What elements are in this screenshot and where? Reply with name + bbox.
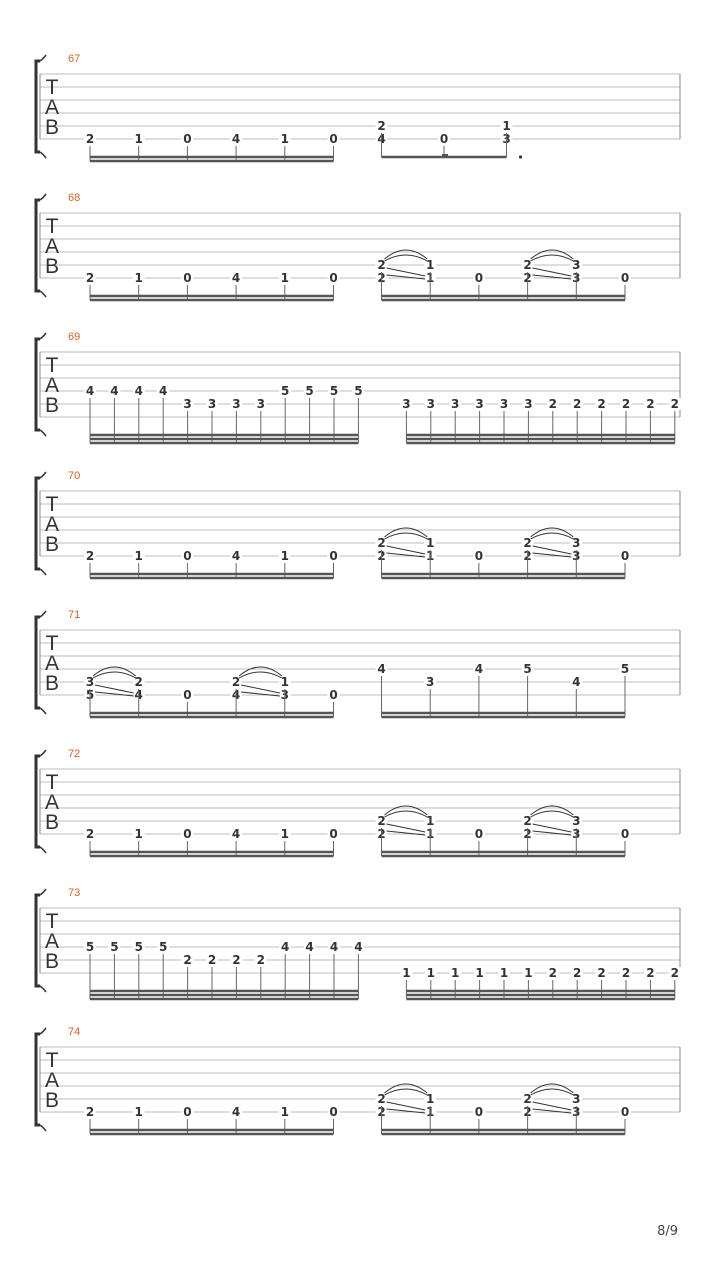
fret-number: 3: [502, 132, 511, 146]
system-bracket: [36, 339, 40, 430]
tab-clef-letter: A: [44, 1069, 60, 1092]
tab-clef-letter: T: [45, 215, 59, 238]
tab-clef-letter: A: [44, 513, 60, 536]
tab-system: [36, 1026, 680, 1134]
slur-inner: [531, 811, 574, 817]
fret-number: 0: [474, 271, 484, 285]
fret-number: 0: [439, 132, 449, 146]
fret-number: 4: [231, 132, 241, 146]
fret-number: 2: [377, 827, 386, 841]
measure-number: 73: [68, 887, 81, 899]
bracket-hook: [40, 472, 46, 478]
fret-number: 1: [134, 549, 143, 563]
bracket-hook: [40, 750, 46, 756]
slur-inner: [239, 672, 282, 678]
slur-inner: [531, 533, 574, 539]
fret-number: 3: [85, 675, 95, 689]
fret-number: 5: [523, 662, 532, 676]
tab-clef-letter: T: [45, 910, 59, 933]
fret-number: 2: [377, 536, 386, 550]
tab-clef-letter: B: [44, 950, 60, 973]
system-bracket: [36, 617, 40, 708]
fret-number: 2: [377, 258, 386, 272]
fret-number: 5: [305, 384, 314, 398]
tab-clef-letter: B: [44, 116, 60, 139]
fret-number: 1: [426, 258, 435, 272]
fret-number: 1: [426, 1105, 435, 1119]
bracket-hook: [40, 889, 46, 895]
tab-clef-letter: A: [44, 374, 60, 397]
fret-number: 0: [474, 549, 484, 563]
fret-number: 3: [232, 397, 241, 411]
fret-number: 5: [159, 940, 168, 954]
measure-number: 74: [68, 1026, 81, 1038]
fret-number: 4: [231, 1105, 241, 1119]
system-bracket: [36, 756, 40, 847]
fret-number: 2: [523, 258, 532, 272]
slide-line: [533, 546, 572, 554]
slide-line: [533, 268, 572, 276]
fret-number: 2: [85, 827, 95, 841]
fret-number: 3: [256, 397, 265, 411]
tab-clef-letter: B: [44, 672, 60, 695]
tab-clef-letter: T: [45, 632, 59, 655]
system-bracket: [36, 61, 40, 152]
fret-number: 2: [523, 1092, 532, 1106]
fret-number: 3: [572, 549, 581, 563]
fret-number: 2: [85, 271, 95, 285]
fret-number: 1: [134, 827, 143, 841]
tab-clef-letter: A: [44, 96, 60, 119]
system-bracket: [36, 895, 40, 986]
fret-number: 5: [110, 940, 119, 954]
bracket-hook: [40, 194, 46, 200]
fret-number: 2: [670, 966, 679, 980]
fret-number: 2: [670, 397, 679, 411]
fret-number: 5: [134, 940, 143, 954]
fret-number: 3: [572, 827, 581, 841]
fret-number: 2: [85, 1105, 95, 1119]
fret-number: 4: [231, 688, 241, 702]
measure-number: 72: [68, 748, 81, 760]
slide-line: [95, 685, 134, 693]
fret-number: 4: [231, 271, 241, 285]
tab-system: [36, 887, 681, 999]
fret-number: 3: [499, 397, 509, 411]
tab-clef-letter: T: [45, 493, 59, 516]
measure-number: 68: [68, 192, 81, 204]
slide-line: [387, 824, 426, 832]
fret-number: 1: [426, 536, 435, 550]
fret-number: 2: [523, 1105, 532, 1119]
fret-number: 4: [134, 384, 143, 398]
fret-number: 3: [475, 397, 484, 411]
fret-number: 2: [85, 132, 95, 146]
fret-number: 3: [426, 397, 435, 411]
duration-dot: [519, 155, 522, 158]
fret-number: 4: [377, 662, 386, 676]
fret-number: 2: [134, 675, 143, 689]
fret-number: 0: [329, 549, 338, 563]
fret-number: 2: [523, 536, 532, 550]
tab-clef-letter: B: [44, 533, 60, 556]
fret-number: 1: [280, 271, 289, 285]
fret-number: 2: [523, 814, 532, 828]
slide-line: [387, 268, 426, 276]
tab-system: [36, 748, 680, 856]
bracket-hook: [40, 333, 46, 339]
fret-number: 4: [281, 940, 290, 954]
fret-number: 2: [377, 1092, 386, 1106]
fret-number: 0: [620, 271, 630, 285]
fret-number: 2: [232, 953, 241, 967]
fret-number: 0: [329, 688, 338, 702]
fret-number: 1: [426, 827, 435, 841]
fret-number: 1: [280, 827, 289, 841]
slide-line: [387, 546, 426, 554]
fret-number: 2: [621, 397, 631, 411]
fret-number: 1: [475, 966, 484, 980]
slur-inner: [531, 1089, 574, 1095]
slur-inner: [385, 533, 428, 539]
fret-number: 4: [231, 827, 241, 841]
fret-number: 3: [572, 1092, 581, 1106]
fret-number: 1: [524, 966, 533, 980]
measure-number: 70: [68, 470, 81, 482]
fret-number: 4: [329, 940, 339, 954]
tab-system: [36, 609, 680, 717]
fret-number: 1: [426, 271, 435, 285]
fret-number: 5: [620, 662, 630, 676]
tab-clef-letter: A: [44, 930, 60, 953]
fret-number: 2: [377, 1105, 386, 1119]
tab-system: [36, 470, 680, 578]
tab-clef-letter: A: [44, 235, 60, 258]
fret-number: 4: [377, 132, 386, 146]
fret-number: 3: [572, 258, 581, 272]
fret-number: 0: [329, 132, 338, 146]
system-bracket: [36, 200, 40, 291]
fret-number: 3: [524, 397, 533, 411]
fret-number: 2: [377, 549, 386, 563]
fret-number: 3: [280, 688, 289, 702]
fret-number: 3: [183, 397, 192, 411]
fret-number: 0: [183, 827, 192, 841]
fret-number: 2: [377, 271, 386, 285]
fret-number: 2: [183, 953, 192, 967]
bracket-hook: [40, 986, 46, 992]
fret-number: 1: [502, 119, 511, 133]
fret-number: 4: [85, 384, 95, 398]
fret-number: 1: [426, 966, 435, 980]
fret-number: 2: [573, 397, 582, 411]
system-bracket: [36, 1034, 40, 1125]
slur-inner: [385, 811, 428, 817]
bracket-hook: [40, 569, 46, 575]
fret-number: 3: [572, 814, 581, 828]
fret-number: 1: [134, 132, 143, 146]
fret-number: 0: [183, 1105, 192, 1119]
fret-number: 4: [354, 940, 363, 954]
fret-number: 2: [523, 549, 532, 563]
fret-number: 2: [523, 827, 532, 841]
fret-number: 0: [329, 1105, 338, 1119]
fret-number: 4: [572, 675, 581, 689]
fret-number: 1: [134, 1105, 143, 1119]
fret-number: 0: [183, 271, 192, 285]
fret-number: 2: [548, 966, 557, 980]
fret-number: 1: [280, 675, 289, 689]
fret-number: 1: [280, 132, 289, 146]
bracket-hook: [40, 847, 46, 853]
fret-number: 5: [354, 384, 363, 398]
tab-clef-letter: B: [44, 255, 60, 278]
fret-number: 2: [231, 675, 241, 689]
fret-number: 2: [548, 397, 557, 411]
fret-number: 2: [377, 119, 386, 133]
fret-number: 2: [523, 271, 532, 285]
fret-number: 3: [402, 397, 411, 411]
fret-number: 0: [183, 549, 192, 563]
tab-clef-letter: T: [45, 771, 59, 794]
fret-number: 2: [377, 814, 386, 828]
tab-clef-letter: B: [44, 811, 60, 834]
fret-number: 3: [426, 675, 435, 689]
slide-line: [241, 685, 280, 693]
bracket-hook: [40, 708, 46, 714]
slide-line: [533, 1102, 572, 1110]
fret-number: 2: [646, 397, 655, 411]
page-number: 8/9: [657, 1224, 678, 1239]
fret-number: 5: [329, 384, 339, 398]
bracket-hook: [40, 152, 46, 158]
tab-clef-letter: A: [44, 791, 60, 814]
fret-number: 3: [572, 1105, 581, 1119]
fret-number: 0: [620, 549, 630, 563]
bracket-hook: [40, 611, 46, 617]
tab-system: [36, 53, 680, 161]
fret-number: 1: [280, 549, 289, 563]
fret-number: 4: [474, 662, 484, 676]
fret-number: 2: [646, 966, 655, 980]
fret-number: 0: [620, 1105, 630, 1119]
fret-number: 2: [597, 397, 606, 411]
fret-number: 0: [474, 1105, 484, 1119]
fret-number: 1: [280, 1105, 289, 1119]
slur-inner: [385, 255, 428, 261]
tab-clef-letter: T: [45, 76, 59, 99]
fret-number: 0: [183, 688, 192, 702]
fret-number: 0: [183, 132, 192, 146]
measure-number: 69: [68, 331, 81, 343]
fret-number: 0: [474, 827, 484, 841]
fret-number: 2: [573, 966, 582, 980]
fret-number: 2: [85, 549, 95, 563]
fret-number: 4: [231, 549, 241, 563]
tab-clef-letter: B: [44, 394, 60, 417]
fret-number: 4: [134, 688, 143, 702]
slide-line: [387, 1102, 426, 1110]
bracket-hook: [40, 1028, 46, 1034]
tab-system: [36, 331, 681, 443]
fret-number: 0: [329, 271, 338, 285]
tab-systems: [36, 53, 681, 1134]
slide-line: [533, 824, 572, 832]
fret-number: 1: [426, 549, 435, 563]
bracket-hook: [40, 430, 46, 436]
fret-number: 1: [134, 271, 143, 285]
measure-number: 67: [68, 53, 81, 65]
fret-number: 3: [451, 397, 460, 411]
fret-number: 1: [426, 814, 435, 828]
fret-number: 3: [572, 536, 581, 550]
fret-number: 1: [451, 966, 460, 980]
bracket-hook: [40, 291, 46, 297]
fret-number: 4: [110, 384, 119, 398]
slur-inner: [385, 1089, 428, 1095]
fret-number: 3: [572, 271, 581, 285]
bracket-hook: [40, 1125, 46, 1131]
fret-number: 1: [426, 1092, 435, 1106]
fret-number: 5: [85, 940, 95, 954]
rest-mark: [442, 154, 448, 157]
fret-number: 3: [207, 397, 217, 411]
fret-number: 2: [597, 966, 606, 980]
measure-number: 71: [68, 609, 81, 621]
bracket-hook: [40, 55, 46, 61]
tab-clef-letter: T: [45, 354, 59, 377]
fret-number: 5: [85, 688, 95, 702]
slur-inner: [93, 672, 136, 678]
fret-number: 1: [499, 966, 509, 980]
tab-clef-letter: B: [44, 1089, 60, 1112]
fret-number: 5: [281, 384, 290, 398]
fret-number: 2: [621, 966, 631, 980]
fret-number: 1: [402, 966, 411, 980]
fret-number: 4: [305, 940, 314, 954]
tab-clef-letter: A: [44, 652, 60, 675]
fret-number: 0: [620, 827, 630, 841]
tab-clef-letter: T: [45, 1049, 59, 1072]
fret-number: 0: [329, 827, 338, 841]
slur-inner: [531, 255, 574, 261]
fret-number: 2: [207, 953, 217, 967]
system-bracket: [36, 478, 40, 569]
fret-number: 4: [159, 384, 168, 398]
tab-system: [36, 192, 680, 300]
fret-number: 2: [256, 953, 265, 967]
